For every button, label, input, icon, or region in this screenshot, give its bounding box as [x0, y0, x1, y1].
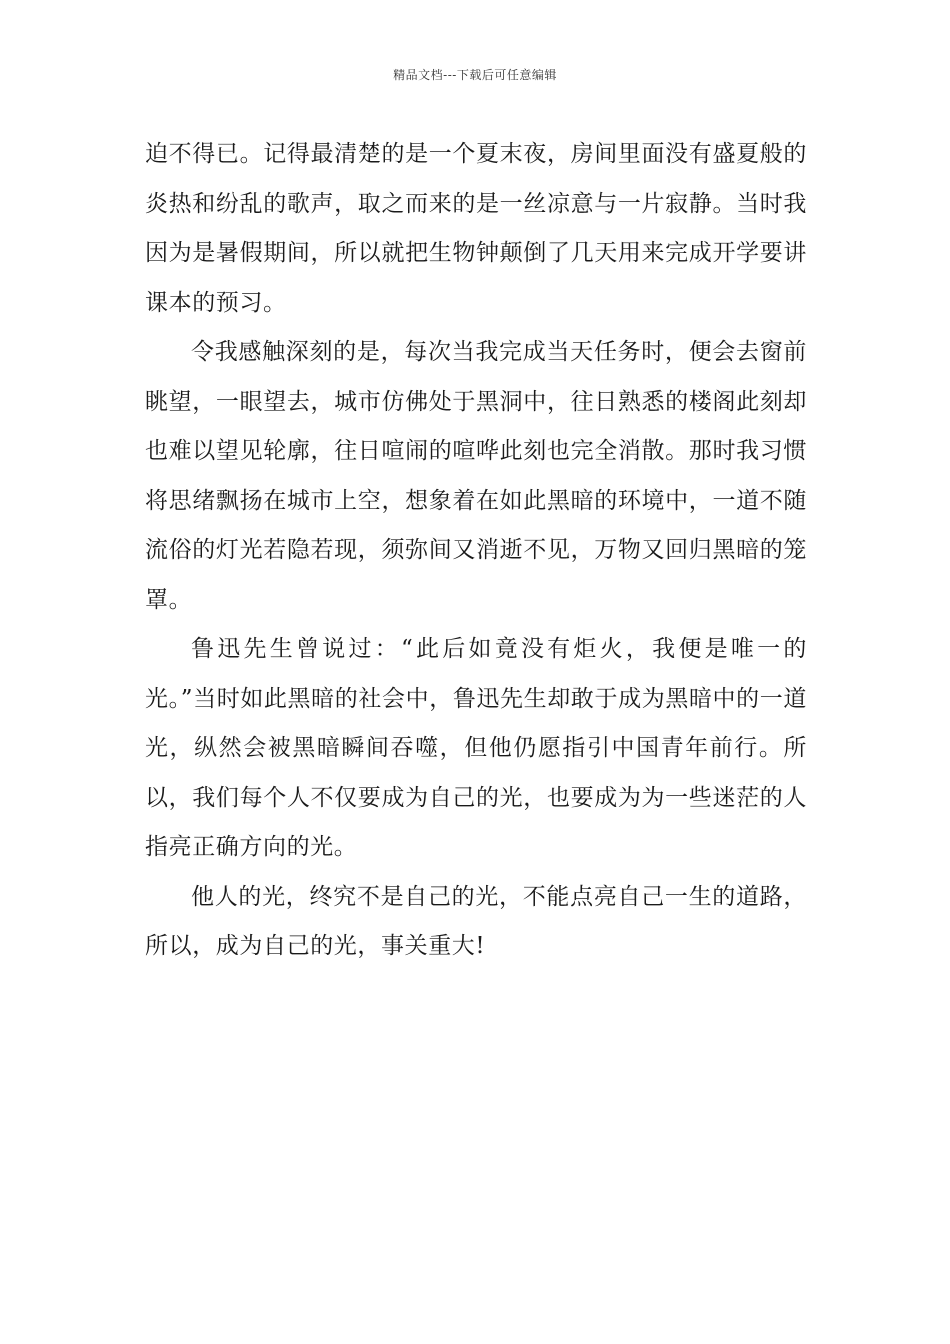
paragraph-4: 他人的光，终究不是自己的光，不能点亮自己一生的道路，所以，成为自己的光，事关重大!	[145, 883, 807, 959]
paragraph-1: 迫不得已。记得最清楚的是一个夏末夜，房间里面没有盛夏般的炎热和纷乱的歌声，取之而来的是一丝凉意与一片寂静。当时我因为是暑假期间，所以就把生物钟颠倒了几天用来完成开学要讲课本的预习。	[145, 141, 807, 316]
paragraph-3: 鲁迅先生曾说过：“此后如竟没有炬火，我便是唯一的光。”当时如此黑暗的社会中，鲁迅先生却敢于成为黑暗中的一道光，纵然会被黑暗瞬间吞噬，但他仍愿指引中国青年前行。所以，我们每个人不仅要成为自己的光，也要成为为一些迷茫的人指亮正确方向的光。	[145, 636, 807, 860]
document-body	[145, 130, 807, 972]
paragraph-2: 令我感触深刻的是，每次当我完成当天任务时，便会去窗前眺望，一眼望去，城市仿佛处于黑洞中，往日熟悉的楼阁此刻却也难以望见轮廓，往日喧闹的喧哗此刻也完全消散。那时我习惯将思绪飘扬在城市上空，想象着在如此黑暗的环境中，一道不随流俗的灯光若隐若现，须弥间又消逝不见，万物又回归黑暗的笼罩。	[145, 339, 807, 613]
header-note: 精品文档---下载后可任意编辑	[393, 68, 557, 82]
